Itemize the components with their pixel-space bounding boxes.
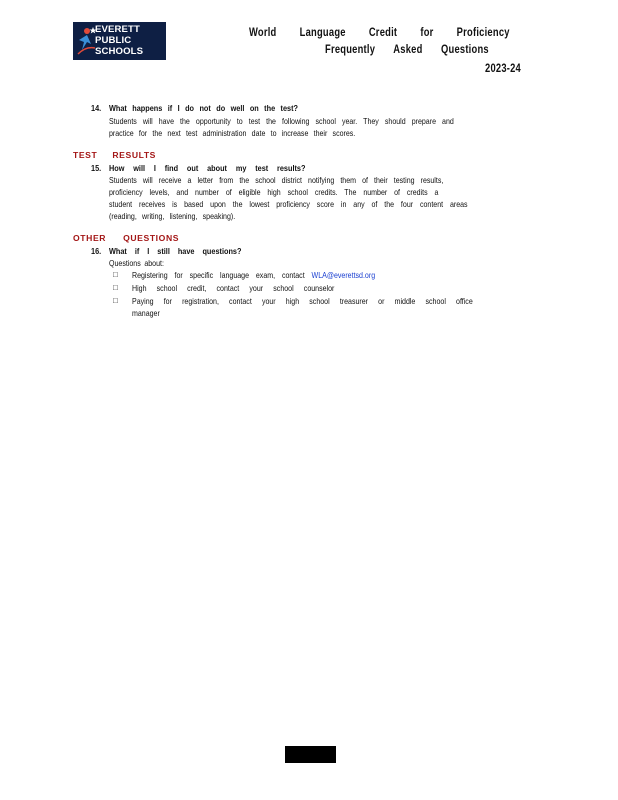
logo-wordmark xyxy=(95,24,165,57)
question-number: 16. xyxy=(91,246,102,256)
answer-line: proficiency levels, and number of eligible high school credits. The number of credits a xyxy=(109,187,439,197)
header-year: 2023-24 xyxy=(485,61,521,75)
answer-line: student receives is based upon the lowest proficiency score in any of the four content areas xyxy=(109,199,468,209)
section-heading-other-questions: OTHER QUESTIONS xyxy=(73,233,180,243)
logo-line-3: SCHOOLS xyxy=(95,46,144,57)
bullet-box-icon: □ xyxy=(113,296,118,305)
question-number: 14. xyxy=(91,103,102,113)
bullet-item-continuation: manager xyxy=(132,308,160,318)
section-heading-test-results: TEST RESULTS xyxy=(73,150,157,160)
everett-public-schools-logo xyxy=(73,22,166,60)
bullet-item-text: Registering for specific language exam, contact xyxy=(132,270,305,280)
footer-redaction-bar xyxy=(285,746,336,763)
email-link[interactable]: WLA@everettsd.org xyxy=(311,270,376,280)
answer-line: (reading, writing, listening, speaking). xyxy=(109,211,236,221)
question-text: How will I find out about my test results? xyxy=(109,163,306,173)
header-subtitle: Frequently Asked Questions xyxy=(325,42,489,56)
bullet-item: High school credit, contact your school counselor xyxy=(132,283,335,293)
answer-line: Students will receive a letter from the school district notifying them of their testing results, xyxy=(109,175,444,185)
answer-line: practice for the next test administration date to increase their scores. xyxy=(109,128,356,138)
logo-line-2: PUBLIC xyxy=(95,35,132,46)
logo-line-1: EVERETT xyxy=(95,24,140,35)
bullet-box-icon: □ xyxy=(113,270,118,279)
answer-line: Students will have the opportunity to test the following school year. They should prepare and xyxy=(109,116,454,126)
answer-line: Questions about: xyxy=(109,258,164,268)
question-number: 15. xyxy=(91,163,102,173)
bullet-box-icon: □ xyxy=(113,283,118,292)
question-text: What happens if I do not do well on the test? xyxy=(109,103,299,113)
logo-star-figure-icon xyxy=(75,24,97,58)
question-text: What if I still have questions? xyxy=(109,246,242,256)
header-title: World Language Credit for Proficiency xyxy=(249,25,510,39)
bullet-item: Paying for registration, contact your high school treasurer or middle school office xyxy=(132,296,473,306)
bullet-item xyxy=(132,270,375,280)
